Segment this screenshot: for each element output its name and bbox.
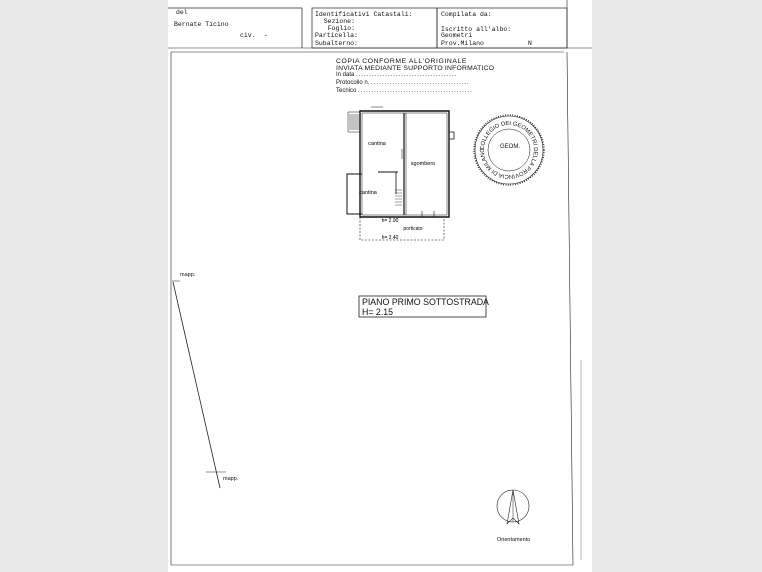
mapp-label-top: mapp. — [180, 272, 196, 278]
room-label-sgombero: sgombero — [410, 161, 436, 167]
header-civ-label: civ. — [240, 32, 256, 39]
orientation-label: Orientamento — [497, 537, 531, 543]
floor-plan — [338, 104, 458, 244]
stamp-ring-text: COLLEGIO DEI GEOMETRI DELLA PROVINCIA DI MILANO — [479, 120, 539, 180]
porch-label: porticato — [403, 226, 423, 232]
prov-number: N — [528, 40, 532, 47]
prov-label: Prov.Milano — [441, 40, 484, 47]
in-data-label: In data ...................................... — [336, 72, 458, 78]
geometri-stamp — [468, 112, 550, 188]
height-label-2-90: h= 2.90 — [381, 218, 399, 224]
sezione-label: Sezione: — [323, 18, 355, 25]
compilata-title: Compilata da: — [441, 11, 492, 18]
height-label-2-40: h= 2.40 — [381, 235, 399, 241]
title-box-line2: H= 2.15 — [362, 307, 394, 317]
particella-label: Particella: — [315, 32, 358, 39]
tecnico-label: Tecnico ........................................... — [336, 88, 473, 94]
protocollo-label: Protocollo n. ..................................... — [336, 80, 470, 86]
room-label-cantina-lower: cantina — [359, 190, 377, 196]
header-comune-name: Bernate Ticino — [174, 21, 229, 28]
document-sheet — [168, 0, 592, 572]
copy-notice-line1: COPIA CONFORME ALL'ORIGINALE — [336, 58, 468, 65]
copy-notice-line2: INVIATA MEDIANTE SUPPORTO INFORMATICO — [336, 65, 495, 72]
albo-value: Geometri — [441, 32, 473, 39]
albo-label: Iscritto all'albo: — [441, 26, 512, 33]
svg-text:COLLEGIO DEI GEOMETRI DELLA PR — [480, 121, 538, 179]
mapp-label-bottom: mapp. — [223, 476, 239, 482]
identificativi-title: Identificativi Catastali: — [315, 11, 413, 18]
title-box-line1: PIANO PRIMO SOTTOSTRADA — [362, 297, 489, 307]
stamp-center-text: GEOM. — [499, 144, 521, 150]
header-del-label: del — [176, 9, 188, 16]
subalterno-label: Subalterno: — [315, 40, 358, 47]
room-label-cantina-upper: cantina — [368, 141, 386, 147]
foglio-label: Foglio: — [327, 25, 355, 32]
header-civ-value: - — [264, 32, 268, 39]
